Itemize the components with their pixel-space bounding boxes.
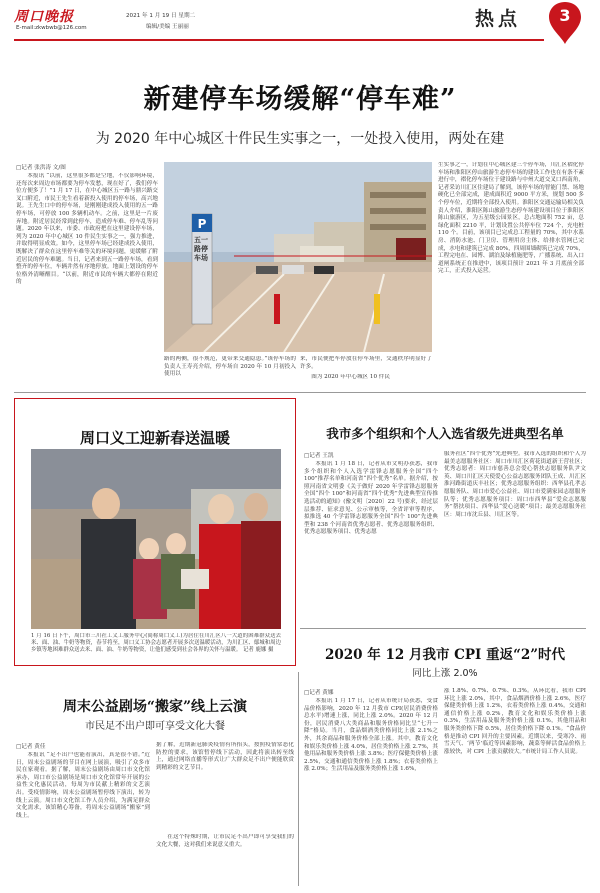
right-divider xyxy=(300,628,586,629)
cpi-paragraph-2: 涨 1.8%、0.7%、0.7%、0.3%。从环比看，我市 CPI 环比上涨 2.0%，其中，食品烟酒价格上涨 2.6%，医疗保健类价格上涨 1.2%，衣着类价格上涨 0.4%，交通和通信价格上涨 0.2%，教育文化和娱乐类价格上涨 0.3%，生活用品及服务类价格上涨 0.1%，其他用品和服务类价格下降 0.5%，居住类价格下降 0.1%。“食品价格是推动 CPI 回升的主要因素。近期以来，受寒冷、雨雪天气、‘两节’临近等因素影响，蔬菜等鲜活食品价格上涨较快，对 CPI 上涨贡献较大。”市统计局工作人员说。 xyxy=(444,688,586,755)
models-byline: □记者 王凯 xyxy=(304,453,334,459)
lead-paragraph-4: 生实事之一，计划在中心城区建三个停车场，川汇区褶化停车场和淮阳区停山旅游生态停车场的建设工作也在有条不紊进行中，褶化停车场位于建设路与中州大道交叉口西南角，记者采访川汇区住建局了解到，该停车场的智能门禁、场地硬化已全部完成，建成面积近 9000 平方米，规划 500 多个停车位，近期将全部投入使用。淮阳区交通运输局相关负责人介绍，淮阳区陈山旅游生态停车场建设项目位于淮阳区陈山旅游区，为五星级公园景区，总占地面积 752 亩，总绿化面积 2210 平，计划设置公共停车位 724 个，充电桩 110 个。目前，该项目已完成总工程量的 70%，其中水系房、消防水池、门卫房、管理用房主体、给排水管网已完成，水电和建筑已完成 80%，四周围墙砌筑已完成 70%，工程完电在、园博、湖泊及绿植施肥等，广播系统、出入口道闸系统正在推进中，该项目预计 2021 年 3 月底前全部完工，正式投入运营。 xyxy=(438,162,584,275)
volunteer-article-box xyxy=(14,398,296,666)
cpi-column-1 xyxy=(304,698,438,884)
volunteer-photo xyxy=(31,449,281,629)
lead-byline: □记者 张洪涛 文/图 xyxy=(16,165,66,171)
header-date: 2021 年 1 月 19 日 星期二 xyxy=(126,13,196,19)
vertical-divider xyxy=(298,672,299,886)
page-number: 3 xyxy=(559,6,571,25)
lead-caption xyxy=(300,374,432,384)
volunteer-caption xyxy=(31,633,281,665)
theater-headline: 周末公益剧场“搬家”线上云演 xyxy=(62,699,248,715)
lead-paragraph-2: 路的两侧，很不规范，更带来交通隐患。”该停车场的负责人王寿亮介绍，停车场自 2020 年 10 月初投入使用以 xyxy=(164,356,296,378)
volunteer-headline: 周口义工迎新春送温暖 xyxy=(79,429,230,447)
theater-paragraph-3: 在这个特殊时期，让市民足不出户即可享受我们的文化大餐，这对我们来说意义重大。 xyxy=(156,834,294,848)
models-headline: 我市多个组织和个人入选省级先进典型名单 xyxy=(326,426,564,441)
parking-lot-photo xyxy=(164,162,432,352)
volunteer-caption-text: 1 月 16 日下午，周口市三川社工义工服务中心(简称周口义工)为居住在川汇区八一大道的困难群众送去米、面、油、牛奶等物资，春节将至，周口义工协会志愿者开展多次送温暖活动，为川汇区、鄢城和周边乡镇等地困难群众送去米、面、油、牛奶等物资，让他们感受到社会各界的关怀与温暖。 记者 鹿娜 摄 xyxy=(31,633,281,653)
cpi-column-2 xyxy=(444,688,586,884)
lead-column-4 xyxy=(438,162,584,384)
lead-caption-text: 图为 2020 年中心城区 10 件民 xyxy=(311,374,390,380)
svg-text:P: P xyxy=(197,217,207,231)
lead-paragraph-1: 本报讯 “以前，这里很多都是空地，不仅影响环境，还每次来周边市场都要为停车发愁，现在好了，我们停车位方便多了！”1 月 17 日，在中心城区五一路与鼎兴路交叉口附近，市民王先生看着新投入使用的停车场，高兴地说。王先生口中的停车场，是刚刚建成投入使用的五一路停车场，可停放 100 多辆机动车。之前，这里是一片废弃地。附近居民经常到此停车，造成停车难、停车乱等问题。2020 年以来，市委、市政府把在这里建设停车场，列为 2020 年中心城区 10 件民生实事之一，强力推进，并取得明显成效。如今，这里停车场已经建成投入使用，既解决了群众在这里停车难等关的环境问题，更缓解了附近居民的停车难题。当日，记者来到五一路停车场，看到整齐的停车位，车辆井然有序地停放。地面上划设的停车位格外清晰醒目。“以前，附近市民的车辆大都停在附近的 xyxy=(16,173,158,286)
cpi-paragraph-1: 本报讯 1 月 17 日，记者从市统计局获悉，受食品价格影响，2020 年 12 月我市 CPI(居民消费价格总水平)增速上涨，同比上涨 2.0%。2020 年 12 月份，居民消费八大类商品和服务价格同比呈“七升一降”格局。当月，食品烟酒类价格同比上涨 2.1%之外，其余商品和服务价格全部上涨。其中，教育文化和娱乐类价格上涨 4.0%，居住类价格上涨 2.7%，其他用品和服务类价格上涨 3.8%；医疗保健类价格上涨 2.5%，交通和通信类价格上涨 1.8%；衣着类价格上涨 2.0%；生活用品及服务类价格上涨 1.6%， xyxy=(304,698,438,773)
models-column-2 xyxy=(444,451,586,623)
lead-paragraph-3: 来，市民便把车停放在停车场里，交通秩序明显好了许多。 xyxy=(300,356,432,370)
masthead-logo xyxy=(14,6,104,24)
theater-paragraph-2: 据了解，近期新冠肺炎疫情有所抬头，按照疫情常态化防控的要求，该馆暂停线下活动，因此将演出转至线上，通过网络直播等形式让广大群众足不出户便能欣赏到精彩的文艺节目。 xyxy=(156,742,294,771)
section-title: 热点 xyxy=(475,8,522,30)
theater-column-1 xyxy=(16,752,150,884)
theater-byline: □记者 黄佳 xyxy=(16,744,46,750)
cpi-headline: 2020 年 12 月我市 CPI 重返“2”时代 xyxy=(325,647,565,663)
models-paragraph-2: 服务社区“四个优秀”先进典型。我市入选的组织和个人为最美志愿服务社区：周口市川汇区荷花街道新王营社区；优秀志愿者：周口市慈善总会爱心帮扶志愿服务队尹文英、周口川汇区天使爱心公益志愿服务团队王成、川汇区淮河路街道庆丰社区；优秀志愿服务组织：西华县孔孝志愿服务队、周口市爱心公益社、周口市爱满家园志愿服务队等；优秀志愿服务项目：周口市西华县“爱众志愿服务”帮扶项目、西华县“爱心送暖”项目；最美志愿服务社区：周口市沈丘县、川汇区等。 xyxy=(444,451,586,518)
page-number-badge xyxy=(545,0,585,46)
cpi-byline: □记者 黄娜 xyxy=(304,690,334,696)
lead-subheadline: 为 2020 年中心城区十件民生实事之一，一处投入使用，两处在建 xyxy=(95,131,505,147)
header-email: E-mail:zkwbwb@126.com xyxy=(16,25,87,31)
header-editor: 编辑/美编 王丽丽 xyxy=(146,24,189,30)
parking-sign-text: 五一路停车场 xyxy=(194,236,208,262)
cpi-subheadline: 同比上涨 2.0% xyxy=(412,668,478,679)
masthead-title: 周口晚报 xyxy=(14,9,74,25)
header-rule xyxy=(14,39,544,41)
theater-column-2 xyxy=(156,742,294,832)
lead-column-2 xyxy=(164,356,296,388)
theater-column-3 xyxy=(156,834,294,884)
lead-column-1 xyxy=(16,173,158,383)
theater-paragraph-1: 本报讯 “足不出户也能看演出，真是很不错。”近日，周末公益剧场的节目在网上展演，吸引了众多市民在家观看。据了解，周末公益剧场由周口市文化馆承办，周口市公益剧场是周口市文化馆常年开展的公益性文化惠民活动，每周为市民献上精彩的文艺演出。受疫情影响，周末公益剧场暂停线下演出，转为线上云演。周口市文化馆工作人员介绍，为满足群众文化需求，该馆精心筹备，将周末公益剧场“搬家”到线上。 xyxy=(16,752,150,819)
theater-subheadline: 市民足不出户即可享受文化大餐 xyxy=(85,721,225,732)
section-divider xyxy=(14,392,586,393)
models-column-1 xyxy=(304,461,438,623)
models-paragraph-1: 本报讯 1 月 18 日，记者从市文明办获悉，我市多个组织和个人入选学雷锋志愿服务全国“四个 100”推荐名单和河南省“四个优秀”名单。据介绍，按照河南省文明委《关于做好 2020 年学雷锋志愿服务全国“四个 100”和河南省“四个优秀”先进典型宣传推选活动的通知》(豫文明〔2020〕22 号)要求，经过层层推荐、征求意见、公示审核等，全省评审等程序，拟推选 40 个学雷锋志愿服务全国“四个 100”先进典型和 238 个河南省优秀志愿者、优秀志愿服务组织、优秀志愿服务项目、优秀志愿 xyxy=(304,461,438,536)
lead-headline: 新建停车场缓解“停车难” xyxy=(143,84,457,115)
